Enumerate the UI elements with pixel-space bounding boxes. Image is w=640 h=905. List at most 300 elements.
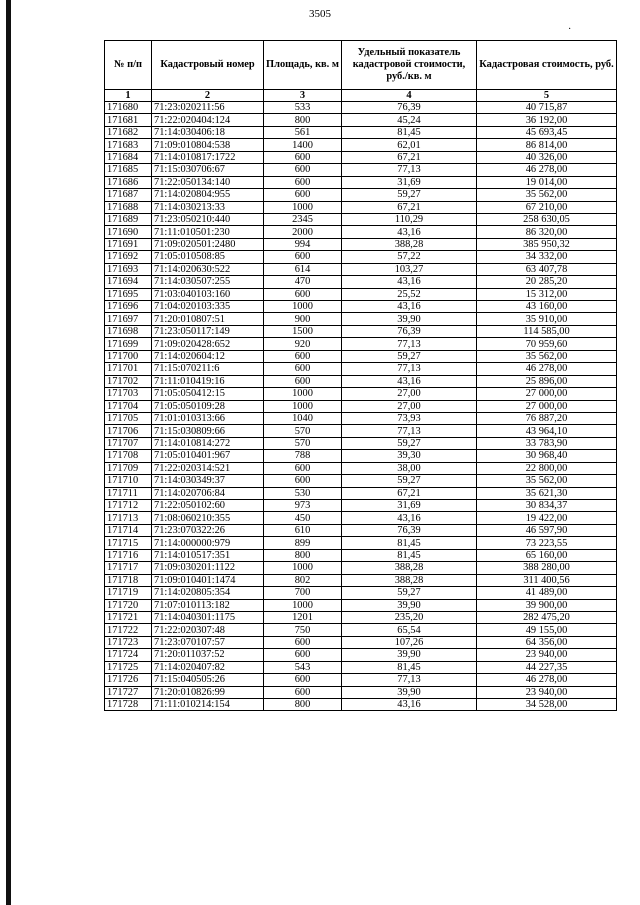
row-number-cell: 171701 <box>105 363 152 375</box>
cadastral-number-cell: 71:09:010804:538 <box>152 139 264 151</box>
table-row <box>105 375 617 387</box>
table-row <box>105 350 617 362</box>
cadastral-number-cell: 71:14:010817:1722 <box>152 151 264 163</box>
cadastral-number-cell: 71:03:040103:160 <box>152 288 264 300</box>
cadastral-cost-cell: 30 834,37 <box>477 500 617 512</box>
row-number-cell: 171695 <box>105 288 152 300</box>
cadastral-number-cell: 71:14:020706:84 <box>152 487 264 499</box>
specific-value-cell: 77,13 <box>342 164 477 176</box>
cadastral-number-cell: 71:14:020630:522 <box>152 263 264 275</box>
cadastral-number-cell: 71:15:070211:6 <box>152 363 264 375</box>
row-number-cell: 171715 <box>105 537 152 549</box>
cadastral-number-cell: 71:15:030706:67 <box>152 164 264 176</box>
area-cell: 470 <box>264 276 342 288</box>
specific-value-cell: 43,16 <box>342 375 477 387</box>
table-row <box>105 574 617 586</box>
area-cell: 973 <box>264 500 342 512</box>
row-number-cell: 171699 <box>105 338 152 350</box>
row-number-cell: 171692 <box>105 251 152 263</box>
area-cell: 2000 <box>264 226 342 238</box>
cadastral-cost-cell: 86 814,00 <box>477 139 617 151</box>
cadastral-number-cell: 71:11:010214:154 <box>152 699 264 711</box>
row-number-cell: 171727 <box>105 686 152 698</box>
row-number-cell: 171720 <box>105 599 152 611</box>
cadastral-cost-cell: 35 562,00 <box>477 475 617 487</box>
area-cell: 900 <box>264 313 342 325</box>
row-number-cell: 171693 <box>105 263 152 275</box>
page-left-edge-bar <box>6 0 11 905</box>
area-cell: 800 <box>264 699 342 711</box>
cadastral-value-table <box>104 40 617 711</box>
specific-value-cell: 388,28 <box>342 238 477 250</box>
row-number-cell: 171687 <box>105 189 152 201</box>
row-number-cell: 171700 <box>105 350 152 362</box>
area-cell: 994 <box>264 238 342 250</box>
table-row <box>105 699 617 711</box>
specific-value-cell: 67,21 <box>342 151 477 163</box>
row-number-cell: 171711 <box>105 487 152 499</box>
cadastral-cost-cell: 30 968,40 <box>477 450 617 462</box>
table-row <box>105 338 617 350</box>
specific-value-cell: 81,45 <box>342 126 477 138</box>
cadastral-number-cell: 71:14:020804:955 <box>152 189 264 201</box>
cadastral-number-cell: 71:14:030507:255 <box>152 276 264 288</box>
row-number-cell: 171682 <box>105 126 152 138</box>
cadastral-cost-cell: 63 407,78 <box>477 263 617 275</box>
specific-value-cell: 43,16 <box>342 226 477 238</box>
specific-value-cell: 62,01 <box>342 139 477 151</box>
cadastral-number-cell: 71:20:010807:51 <box>152 313 264 325</box>
specific-value-cell: 81,45 <box>342 549 477 561</box>
area-cell: 610 <box>264 524 342 536</box>
table-row <box>105 288 617 300</box>
specific-value-cell: 77,13 <box>342 338 477 350</box>
specific-value-cell: 81,45 <box>342 537 477 549</box>
cadastral-number-cell: 71:14:020805:354 <box>152 587 264 599</box>
area-cell: 530 <box>264 487 342 499</box>
area-cell: 600 <box>264 462 342 474</box>
cadastral-cost-cell: 34 332,00 <box>477 251 617 263</box>
specific-value-cell: 39,90 <box>342 313 477 325</box>
cadastral-number-cell: 71:14:030406:18 <box>152 126 264 138</box>
cadastral-cost-cell: 76 887,20 <box>477 412 617 424</box>
table-row <box>105 611 617 623</box>
area-cell: 600 <box>264 636 342 648</box>
table-row <box>105 251 617 263</box>
row-number-cell: 171722 <box>105 624 152 636</box>
row-number-cell: 171726 <box>105 674 152 686</box>
cadastral-cost-cell: 36 192,00 <box>477 114 617 126</box>
area-cell: 600 <box>264 363 342 375</box>
area-cell: 1400 <box>264 139 342 151</box>
cadastral-number-cell: 71:07:010113:182 <box>152 599 264 611</box>
cadastral-number-cell: 71:22:020404:124 <box>152 114 264 126</box>
cadastral-number-cell: 71:23:070322:26 <box>152 524 264 536</box>
table-row <box>105 686 617 698</box>
cadastral-cost-cell: 67 210,00 <box>477 201 617 213</box>
specific-value-cell: 31,69 <box>342 176 477 188</box>
cadastral-cost-cell: 25 896,00 <box>477 375 617 387</box>
row-number-cell: 171696 <box>105 301 152 313</box>
page-number: 3505 <box>309 8 331 20</box>
table-row <box>105 238 617 250</box>
cadastral-number-cell: 71:14:030349:37 <box>152 475 264 487</box>
table-row <box>105 301 617 313</box>
cadastral-cost-cell: 64 356,00 <box>477 636 617 648</box>
cadastral-cost-cell: 34 528,00 <box>477 699 617 711</box>
specific-value-cell: 77,13 <box>342 363 477 375</box>
column-number: 5 <box>477 90 617 102</box>
cadastral-cost-cell: 35 621,30 <box>477 487 617 499</box>
table-row <box>105 189 617 201</box>
area-cell: 600 <box>264 189 342 201</box>
row-number-cell: 171710 <box>105 475 152 487</box>
table-row <box>105 176 617 188</box>
cadastral-cost-cell: 27 000,00 <box>477 388 617 400</box>
cadastral-cost-cell: 385 950,32 <box>477 238 617 250</box>
cadastral-number-cell: 71:15:040505:26 <box>152 674 264 686</box>
specific-value-cell: 39,90 <box>342 686 477 698</box>
cadastral-cost-cell: 46 278,00 <box>477 164 617 176</box>
cadastral-number-cell: 71:22:020314:521 <box>152 462 264 474</box>
cadastral-number-cell: 71:23:050210:440 <box>152 213 264 225</box>
row-number-cell: 171698 <box>105 325 152 337</box>
specific-value-cell: 76,39 <box>342 325 477 337</box>
cadastral-cost-cell: 46 597,90 <box>477 524 617 536</box>
specific-value-cell: 39,90 <box>342 599 477 611</box>
table-row <box>105 388 617 400</box>
area-cell: 600 <box>264 176 342 188</box>
column-number: 3 <box>264 90 342 102</box>
table-row <box>105 363 617 375</box>
area-cell: 600 <box>264 649 342 661</box>
row-number-cell: 171721 <box>105 611 152 623</box>
cadastral-cost-cell: 23 940,00 <box>477 649 617 661</box>
table-row <box>105 599 617 611</box>
table-row <box>105 226 617 238</box>
cadastral-cost-cell: 65 160,00 <box>477 549 617 561</box>
cadastral-cost-cell: 86 320,00 <box>477 226 617 238</box>
row-number-cell: 171723 <box>105 636 152 648</box>
row-number-cell: 171689 <box>105 213 152 225</box>
row-number-cell: 171683 <box>105 139 152 151</box>
column-number: 2 <box>152 90 264 102</box>
area-cell: 1000 <box>264 562 342 574</box>
column-number: 4 <box>342 90 477 102</box>
specific-value-cell: 27,00 <box>342 400 477 412</box>
row-number-cell: 171684 <box>105 151 152 163</box>
specific-value-cell: 31,69 <box>342 500 477 512</box>
specific-value-cell: 39,30 <box>342 450 477 462</box>
header-area: Площадь, кв. м <box>264 41 342 90</box>
cadastral-number-cell: 71:09:010401:1474 <box>152 574 264 586</box>
row-number-cell: 171718 <box>105 574 152 586</box>
table-row <box>105 537 617 549</box>
cadastral-number-cell: 71:14:010517:351 <box>152 549 264 561</box>
table-row <box>105 674 617 686</box>
cadastral-number-cell: 71:14:020604:12 <box>152 350 264 362</box>
table-header-row <box>105 41 617 90</box>
table-row <box>105 587 617 599</box>
specific-value-cell: 25,52 <box>342 288 477 300</box>
row-number-cell: 171719 <box>105 587 152 599</box>
row-number-cell: 171681 <box>105 114 152 126</box>
cadastral-cost-cell: 19 422,00 <box>477 512 617 524</box>
specific-value-cell: 110,29 <box>342 213 477 225</box>
area-cell: 1040 <box>264 412 342 424</box>
table-body <box>105 90 617 711</box>
area-cell: 2345 <box>264 213 342 225</box>
area-cell: 700 <box>264 587 342 599</box>
area-cell: 800 <box>264 114 342 126</box>
cadastral-cost-cell: 73 223,55 <box>477 537 617 549</box>
table-row <box>105 164 617 176</box>
area-cell: 1000 <box>264 301 342 313</box>
column-number-row <box>105 90 617 102</box>
area-cell: 600 <box>264 164 342 176</box>
area-cell: 1000 <box>264 599 342 611</box>
specific-value-cell: 388,28 <box>342 574 477 586</box>
specific-value-cell: 59,27 <box>342 587 477 599</box>
cadastral-cost-cell: 19 014,00 <box>477 176 617 188</box>
specific-value-cell: 81,45 <box>342 661 477 673</box>
cadastral-number-cell: 71:01:010313:66 <box>152 412 264 424</box>
cadastral-number-cell: 71:20:010826:99 <box>152 686 264 698</box>
table-row <box>105 400 617 412</box>
cadastral-number-cell: 71:14:010814:272 <box>152 437 264 449</box>
cadastral-cost-cell: 15 312,00 <box>477 288 617 300</box>
cadastral-number-cell: 71:23:070107:57 <box>152 636 264 648</box>
cadastral-cost-cell: 35 562,00 <box>477 350 617 362</box>
area-cell: 1000 <box>264 201 342 213</box>
table-row <box>105 139 617 151</box>
area-cell: 600 <box>264 288 342 300</box>
row-number-cell: 171703 <box>105 388 152 400</box>
cadastral-cost-cell: 49 155,00 <box>477 624 617 636</box>
cadastral-cost-cell: 40 715,87 <box>477 102 617 114</box>
area-cell: 600 <box>264 674 342 686</box>
cadastral-cost-cell: 23 940,00 <box>477 686 617 698</box>
row-number-cell: 171686 <box>105 176 152 188</box>
specific-value-cell: 57,22 <box>342 251 477 263</box>
specific-value-cell: 59,27 <box>342 350 477 362</box>
cadastral-cost-cell: 27 000,00 <box>477 400 617 412</box>
cadastral-cost-cell: 388 280,00 <box>477 562 617 574</box>
row-number-cell: 171685 <box>105 164 152 176</box>
specific-value-cell: 59,27 <box>342 189 477 201</box>
row-number-cell: 171691 <box>105 238 152 250</box>
cadastral-number-cell: 71:11:010501:230 <box>152 226 264 238</box>
specific-value-cell: 27,00 <box>342 388 477 400</box>
specific-value-cell: 43,16 <box>342 301 477 313</box>
cadastral-number-cell: 71:14:020407:82 <box>152 661 264 673</box>
top-right-mark: · <box>568 24 572 35</box>
area-cell: 899 <box>264 537 342 549</box>
area-cell: 600 <box>264 251 342 263</box>
specific-value-cell: 67,21 <box>342 487 477 499</box>
specific-value-cell: 39,90 <box>342 649 477 661</box>
table-row <box>105 114 617 126</box>
cadastral-number-cell: 71:11:010419:16 <box>152 375 264 387</box>
table-row <box>105 462 617 474</box>
cadastral-number-cell: 71:05:010401:967 <box>152 450 264 462</box>
row-number-cell: 171706 <box>105 425 152 437</box>
header-specific-value: Удельный показатель кадастровой стоимости, руб./кв. м <box>342 41 477 90</box>
table-row <box>105 201 617 213</box>
cadastral-number-cell: 71:05:050412:15 <box>152 388 264 400</box>
table-row <box>105 412 617 424</box>
specific-value-cell: 59,27 <box>342 475 477 487</box>
cadastral-cost-cell: 40 326,00 <box>477 151 617 163</box>
area-cell: 600 <box>264 686 342 698</box>
area-cell: 800 <box>264 549 342 561</box>
row-number-cell: 171705 <box>105 412 152 424</box>
specific-value-cell: 67,21 <box>342 201 477 213</box>
area-cell: 750 <box>264 624 342 636</box>
cadastral-cost-cell: 282 475,20 <box>477 611 617 623</box>
cadastral-number-cell: 71:22:020307:48 <box>152 624 264 636</box>
header-row-number: № п/п <box>105 41 152 90</box>
row-number-cell: 171688 <box>105 201 152 213</box>
header-cadastral-number: Кадастровый номер <box>152 41 264 90</box>
cadastral-number-cell: 71:23:020211:56 <box>152 102 264 114</box>
cadastral-number-cell: 71:22:050134:140 <box>152 176 264 188</box>
table-row <box>105 126 617 138</box>
table-row <box>105 649 617 661</box>
cadastral-number-cell: 71:22:050102:60 <box>152 500 264 512</box>
specific-value-cell: 103,27 <box>342 263 477 275</box>
table-row <box>105 213 617 225</box>
row-number-cell: 171680 <box>105 102 152 114</box>
cadastral-cost-cell: 46 278,00 <box>477 674 617 686</box>
cadastral-number-cell: 71:09:020501:2480 <box>152 238 264 250</box>
row-number-cell: 171707 <box>105 437 152 449</box>
area-cell: 561 <box>264 126 342 138</box>
table-row <box>105 325 617 337</box>
row-number-cell: 171725 <box>105 661 152 673</box>
row-number-cell: 171709 <box>105 462 152 474</box>
header-cadastral-cost: Кадастровая стоимость, руб. <box>477 41 617 90</box>
row-number-cell: 171728 <box>105 699 152 711</box>
table-row <box>105 475 617 487</box>
row-number-cell: 171708 <box>105 450 152 462</box>
specific-value-cell: 45,24 <box>342 114 477 126</box>
row-number-cell: 171713 <box>105 512 152 524</box>
cadastral-cost-cell: 35 562,00 <box>477 189 617 201</box>
area-cell: 1000 <box>264 400 342 412</box>
table-row <box>105 102 617 114</box>
specific-value-cell: 43,16 <box>342 512 477 524</box>
specific-value-cell: 76,39 <box>342 524 477 536</box>
table-row <box>105 313 617 325</box>
specific-value-cell: 77,13 <box>342 425 477 437</box>
area-cell: 614 <box>264 263 342 275</box>
cadastral-cost-cell: 258 630,05 <box>477 213 617 225</box>
cadastral-cost-cell: 45 693,45 <box>477 126 617 138</box>
cadastral-cost-cell: 46 278,00 <box>477 363 617 375</box>
table-row <box>105 276 617 288</box>
table-row <box>105 151 617 163</box>
cadastral-cost-cell: 43 160,00 <box>477 301 617 313</box>
row-number-cell: 171714 <box>105 524 152 536</box>
cadastral-number-cell: 71:09:020428:652 <box>152 338 264 350</box>
area-cell: 802 <box>264 574 342 586</box>
column-number: 1 <box>105 90 152 102</box>
cadastral-cost-cell: 41 489,00 <box>477 587 617 599</box>
table-row <box>105 636 617 648</box>
area-cell: 1000 <box>264 388 342 400</box>
cadastral-cost-cell: 39 900,00 <box>477 599 617 611</box>
cadastral-number-cell: 71:08:060210:355 <box>152 512 264 524</box>
row-number-cell: 171694 <box>105 276 152 288</box>
table-row <box>105 425 617 437</box>
specific-value-cell: 107,26 <box>342 636 477 648</box>
cadastral-number-cell: 71:04:020103:335 <box>152 301 264 313</box>
row-number-cell: 171717 <box>105 562 152 574</box>
area-cell: 788 <box>264 450 342 462</box>
area-cell: 920 <box>264 338 342 350</box>
row-number-cell: 171712 <box>105 500 152 512</box>
cadastral-cost-cell: 35 910,00 <box>477 313 617 325</box>
specific-value-cell: 76,39 <box>342 102 477 114</box>
table-row <box>105 450 617 462</box>
area-cell: 600 <box>264 475 342 487</box>
cadastral-number-cell: 71:14:040301:1175 <box>152 611 264 623</box>
area-cell: 570 <box>264 437 342 449</box>
cadastral-number-cell: 71:14:000000:979 <box>152 537 264 549</box>
cadastral-number-cell: 71:14:030213:33 <box>152 201 264 213</box>
table-row <box>105 500 617 512</box>
row-number-cell: 171702 <box>105 375 152 387</box>
cadastral-cost-cell: 33 783,90 <box>477 437 617 449</box>
row-number-cell: 171704 <box>105 400 152 412</box>
table-row <box>105 549 617 561</box>
area-cell: 600 <box>264 151 342 163</box>
table-row <box>105 562 617 574</box>
table-row <box>105 624 617 636</box>
area-cell: 450 <box>264 512 342 524</box>
cadastral-cost-cell: 20 285,20 <box>477 276 617 288</box>
specific-value-cell: 43,16 <box>342 276 477 288</box>
area-cell: 1500 <box>264 325 342 337</box>
cadastral-number-cell: 71:05:050109:28 <box>152 400 264 412</box>
specific-value-cell: 77,13 <box>342 674 477 686</box>
area-cell: 1201 <box>264 611 342 623</box>
row-number-cell: 171697 <box>105 313 152 325</box>
area-cell: 570 <box>264 425 342 437</box>
cadastral-cost-cell: 43 964,10 <box>477 425 617 437</box>
specific-value-cell: 65,54 <box>342 624 477 636</box>
table-row <box>105 437 617 449</box>
cadastral-cost-cell: 22 800,00 <box>477 462 617 474</box>
cadastral-cost-cell: 311 400,56 <box>477 574 617 586</box>
area-cell: 543 <box>264 661 342 673</box>
area-cell: 600 <box>264 375 342 387</box>
area-cell: 533 <box>264 102 342 114</box>
area-cell: 600 <box>264 350 342 362</box>
table-row <box>105 512 617 524</box>
specific-value-cell: 43,16 <box>342 699 477 711</box>
cadastral-number-cell: 71:09:030201:1122 <box>152 562 264 574</box>
cadastral-number-cell: 71:05:010508:85 <box>152 251 264 263</box>
cadastral-cost-cell: 114 585,00 <box>477 325 617 337</box>
specific-value-cell: 73,93 <box>342 412 477 424</box>
cadastral-number-cell: 71:23:050117:149 <box>152 325 264 337</box>
cadastral-cost-cell: 44 227,35 <box>477 661 617 673</box>
table-row <box>105 263 617 275</box>
table-row <box>105 487 617 499</box>
cadastral-number-cell: 71:20:011037:52 <box>152 649 264 661</box>
